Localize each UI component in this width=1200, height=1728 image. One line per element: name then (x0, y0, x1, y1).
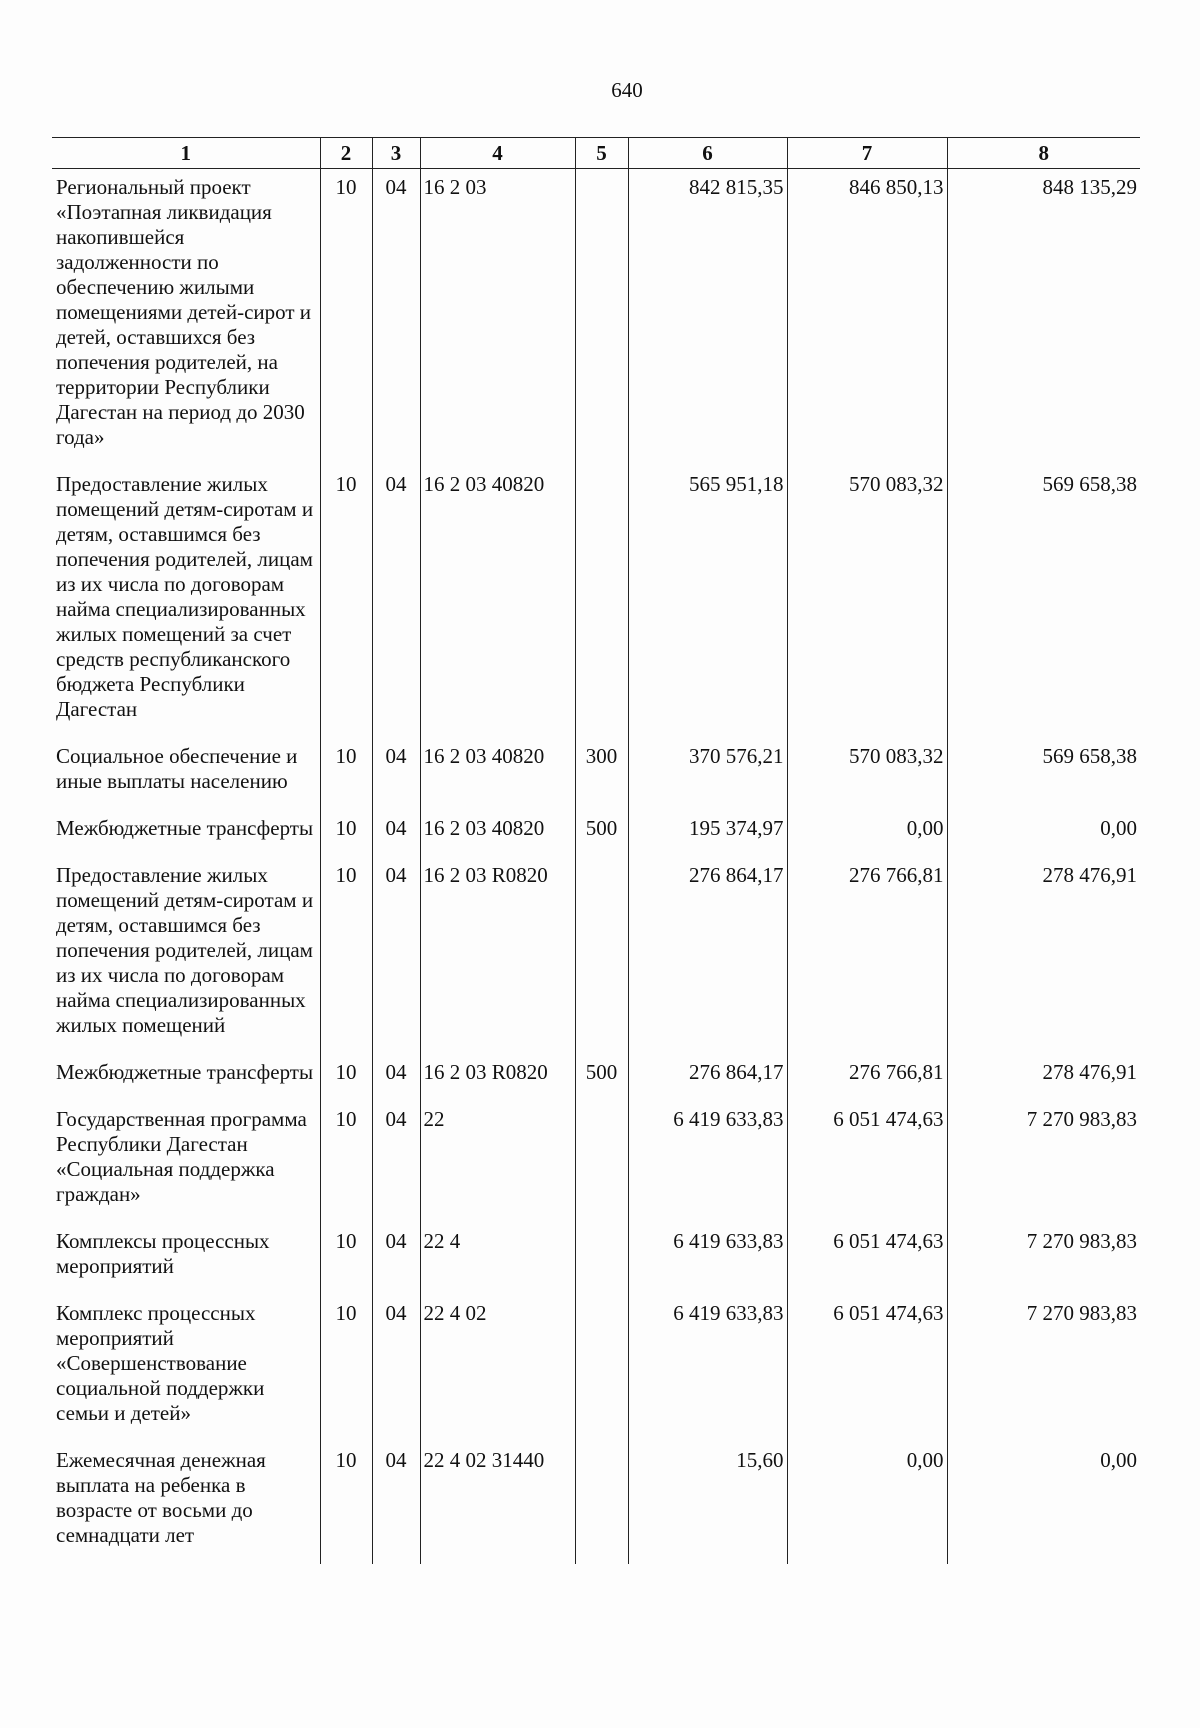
amount-col6: 6 419 633,83 (628, 1295, 787, 1442)
target-article-code: 22 (420, 1101, 575, 1223)
subsection-code: 04 (372, 1054, 420, 1101)
item-name: Социальное обеспечение и иные выплаты населению (56, 744, 298, 793)
amount-col6: 565 951,18 (628, 466, 787, 738)
budget-table (52, 137, 1140, 1564)
expense-type-code (575, 466, 628, 738)
section-code: 10 (320, 1442, 372, 1564)
amount-col6: 6 419 633,83 (628, 1101, 787, 1223)
amount-col8: 848 135,29 (947, 169, 1140, 467)
table-row (52, 1442, 1140, 1564)
target-article-code: 22 4 02 (420, 1295, 575, 1442)
table-row (52, 1223, 1140, 1295)
column-header: 7 (787, 138, 947, 169)
section-code: 10 (320, 857, 372, 1054)
amount-col7: 6 051 474,63 (787, 1223, 947, 1295)
column-header: 4 (420, 138, 575, 169)
target-article-code: 22 4 (420, 1223, 575, 1295)
section-code: 10 (320, 466, 372, 738)
target-article-code: 16 2 03 40820 (420, 810, 575, 857)
column-header: 1 (52, 138, 320, 169)
item-name: Межбюджетные трансферты (56, 1060, 314, 1084)
table-row (52, 1295, 1140, 1442)
amount-col8: 7 270 983,83 (947, 1101, 1140, 1223)
subsection-code: 04 (372, 738, 420, 810)
section-code: 10 (320, 1054, 372, 1101)
target-article-code: 16 2 03 R0820 (420, 1054, 575, 1101)
table-row (52, 1101, 1140, 1223)
item-name: Предоставление жилых помещений детям-сиротам и детям, оставшимся без попечения родителей, лицам из их числа по договорам найма специализированных жилых помещений за счет средств республиканского бюджета Республики Дагестан (56, 472, 314, 721)
amount-col7: 0,00 (787, 1442, 947, 1564)
item-name: Межбюджетные трансферты (56, 816, 314, 840)
section-code: 10 (320, 810, 372, 857)
amount-col6: 842 815,35 (628, 169, 787, 467)
section-code: 10 (320, 1295, 372, 1442)
amount-col7: 276 766,81 (787, 1054, 947, 1101)
amount-col6: 370 576,21 (628, 738, 787, 810)
amount-col8: 0,00 (947, 1442, 1140, 1564)
expense-type-code (575, 857, 628, 1054)
amount-col6: 276 864,17 (628, 857, 787, 1054)
amount-col7: 0,00 (787, 810, 947, 857)
expense-type-code (575, 1295, 628, 1442)
table-row (52, 466, 1140, 738)
table-row (52, 857, 1140, 1054)
table-row (52, 1054, 1140, 1101)
amount-col8: 278 476,91 (947, 1054, 1140, 1101)
header-row (52, 138, 1140, 169)
amount-col7: 570 083,32 (787, 466, 947, 738)
subsection-code: 04 (372, 169, 420, 467)
table-row (52, 810, 1140, 857)
amount-col6: 6 419 633,83 (628, 1223, 787, 1295)
column-header: 8 (947, 138, 1140, 169)
amount-col7: 6 051 474,63 (787, 1101, 947, 1223)
expense-type-code: 500 (575, 1054, 628, 1101)
amount-col8: 569 658,38 (947, 466, 1140, 738)
amount-col6: 195 374,97 (628, 810, 787, 857)
section-code: 10 (320, 1223, 372, 1295)
item-name: Предоставление жилых помещений детям-сиротам и детям, оставшимся без попечения родителей, лицам из их числа по договорам найма специализированных жилых помещений (56, 863, 314, 1037)
table-row (52, 738, 1140, 810)
section-code: 10 (320, 169, 372, 467)
table-row (52, 169, 1140, 467)
item-name: Государственная программа Республики Дагестан «Социальная поддержка граждан» (56, 1107, 307, 1206)
column-header: 5 (575, 138, 628, 169)
amount-col8: 569 658,38 (947, 738, 1140, 810)
amount-col8: 7 270 983,83 (947, 1295, 1140, 1442)
target-article-code: 16 2 03 (420, 169, 575, 467)
target-article-code: 16 2 03 40820 (420, 466, 575, 738)
subsection-code: 04 (372, 1295, 420, 1442)
subsection-code: 04 (372, 466, 420, 738)
expense-type-code (575, 1101, 628, 1223)
expense-type-code (575, 1223, 628, 1295)
amount-col8: 278 476,91 (947, 857, 1140, 1054)
expense-type-code: 500 (575, 810, 628, 857)
item-name: Региональный проект «Поэтапная ликвидация накопившейся задолженности по обеспечению жилыми помещениями детей-сирот и детей, оставшихся без попечения родителей, на территории Республики Дагестан на период до 2030 года» (56, 175, 312, 449)
expense-type-code: 300 (575, 738, 628, 810)
page-number: 640 (611, 78, 643, 102)
subsection-code: 04 (372, 857, 420, 1054)
table-header (52, 138, 1140, 169)
column-header: 3 (372, 138, 420, 169)
amount-col8: 0,00 (947, 810, 1140, 857)
item-name: Комплексы процессных мероприятий (56, 1229, 270, 1278)
subsection-code: 04 (372, 810, 420, 857)
target-article-code: 16 2 03 R0820 (420, 857, 575, 1054)
table-body (52, 169, 1140, 1565)
expense-type-code (575, 1442, 628, 1564)
subsection-code: 04 (372, 1101, 420, 1223)
item-name: Комплекс процессных мероприятий «Совершенствование социальной поддержки семьи и детей» (56, 1301, 265, 1425)
expense-type-code (575, 169, 628, 467)
section-code: 10 (320, 1101, 372, 1223)
amount-col7: 6 051 474,63 (787, 1295, 947, 1442)
column-header: 6 (628, 138, 787, 169)
target-article-code: 22 4 02 31440 (420, 1442, 575, 1564)
subsection-code: 04 (372, 1442, 420, 1564)
amount-col7: 276 766,81 (787, 857, 947, 1054)
section-code: 10 (320, 738, 372, 810)
column-header: 2 (320, 138, 372, 169)
amount-col6: 276 864,17 (628, 1054, 787, 1101)
amount-col8: 7 270 983,83 (947, 1223, 1140, 1295)
subsection-code: 04 (372, 1223, 420, 1295)
target-article-code: 16 2 03 40820 (420, 738, 575, 810)
amount-col6: 15,60 (628, 1442, 787, 1564)
amount-col7: 570 083,32 (787, 738, 947, 810)
amount-col7: 846 850,13 (787, 169, 947, 467)
item-name: Ежемесячная денежная выплата на ребенка в возрасте от восьми до семнадцати лет (56, 1448, 266, 1547)
